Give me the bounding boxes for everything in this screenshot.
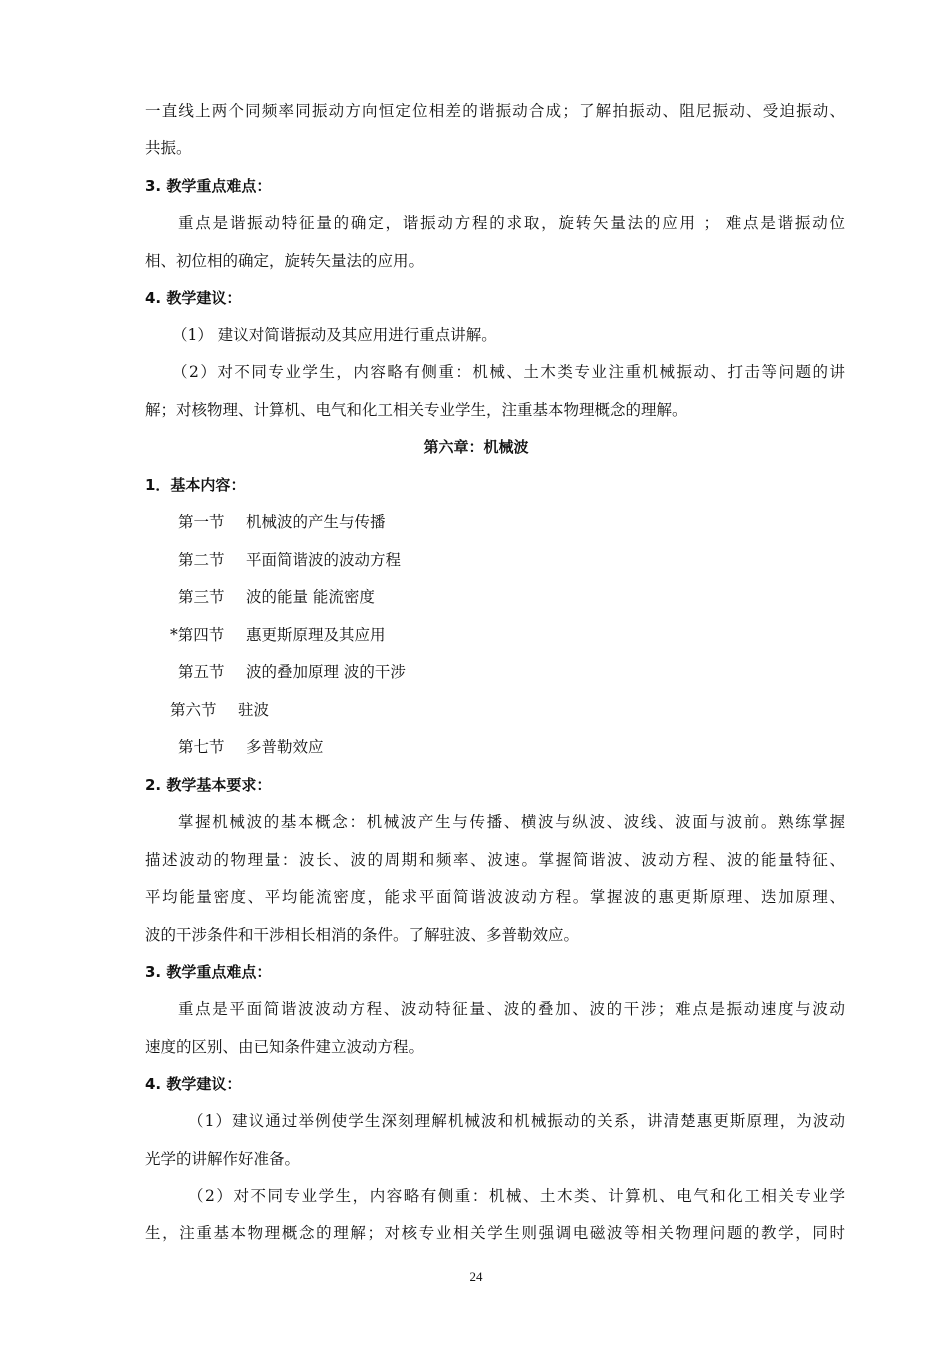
toc-title: 多普勒效应 (246, 738, 324, 756)
toc-title: 波的能量 能流密度 (246, 588, 375, 606)
paragraph-line: 共振。 (145, 139, 192, 157)
paragraph-line: 相、初位相的确定，旋转矢量法的应用。 (145, 252, 425, 270)
toc-item (170, 625, 870, 645)
paragraph-line: 平均能量密度、平均能流密度，能求平面简谐波波动方程。掌握波的惠更斯原理、迭加原理、 (145, 888, 845, 906)
section-heading: 4. 教学建议： (145, 289, 242, 307)
paragraph-line: 解；对核物理、计算机、电气和化工相关专业学生，注重基本物理概念的理解。 (145, 401, 688, 419)
paragraph-line: 描述波动的物理量：波长、波的周期和频率、波速。掌握简谐波、波动方程、波的能量特征、 (145, 851, 845, 869)
paragraph-line: 速度的区别、由已知条件建立波动方程。 (145, 1038, 425, 1056)
toc-item (170, 700, 870, 720)
paragraph-line: 光学的讲解作好准备。 (145, 1150, 301, 1168)
toc-title: 惠更斯原理及其应用 (246, 626, 386, 644)
suggestion-item: （2）对不同专业学生，内容略有侧重：机械、土木类、计算机、电气和化工相关专业学 (188, 1187, 845, 1205)
toc-number: 第一节 (178, 513, 225, 531)
paragraph-line: 一直线上两个同频率同振动方向恒定位相差的谐振动合成；了解拍振动、阻尼振动、受迫振动、 (145, 102, 845, 120)
paragraph-line: 重点是平面简谐波波动方程、波动特征量、波的叠加、波的干涉；难点是振动速度与波动 (178, 1000, 845, 1018)
toc-number: 第二节 (178, 551, 225, 569)
toc-title: 波的叠加原理 波的干涉 (246, 663, 406, 681)
toc-item (178, 662, 878, 682)
paragraph-line: 波的干涉条件和干涉相长相消的条件。了解驻波、多普勒效应。 (145, 926, 580, 944)
paragraph-line: 掌握机械波的基本概念：机械波产生与传播、横波与纵波、波线、波面与波前。熟练掌握 (178, 813, 845, 831)
page-number: 24 (469, 1269, 483, 1284)
toc-item (178, 587, 878, 607)
section-heading: 3. 教学重点难点： (145, 963, 272, 981)
toc-number: 第六节 (170, 701, 217, 719)
paragraph-line: 重点是谐振动特征量的确定，谐振动方程的求取，旋转矢量法的应用 ； 难点是谐振动位 (178, 214, 845, 232)
toc-number: 第三节 (178, 588, 225, 606)
suggestion-item: （1）建议通过举例使学生深刻理解机械波和机械振动的关系，讲清楚惠更斯原理，为波动 (188, 1112, 845, 1130)
toc-item (178, 737, 878, 757)
toc-title: 驻波 (238, 701, 270, 719)
toc-number: *第四节 (170, 626, 225, 644)
section-heading: 1．基本内容： (145, 476, 246, 494)
suggestion-item: （1） 建议对简谐振动及其应用进行重点讲解。 (172, 326, 497, 344)
toc-number: 第五节 (178, 663, 225, 681)
section-heading: 3. 教学重点难点： (145, 177, 272, 195)
toc-title: 机械波的产生与传播 (246, 513, 386, 531)
toc-item (178, 512, 878, 532)
chapter-title: 第六章：机械波 (423, 438, 529, 456)
toc-number: 第七节 (178, 738, 225, 756)
toc-title: 平面简谐波的波动方程 (246, 551, 402, 569)
section-heading: 2. 教学基本要求： (145, 776, 272, 794)
section-heading: 4. 教学建议： (145, 1075, 242, 1093)
paragraph-line: 生，注重基本物理概念的理解；对核专业相关学生则强调电磁波等相关物理问题的教学，同时 (145, 1224, 845, 1242)
suggestion-item: （2）对不同专业学生，内容略有侧重：机械、土木类专业注重机械振动、打击等问题的讲 (172, 363, 845, 381)
toc-item (178, 550, 878, 570)
